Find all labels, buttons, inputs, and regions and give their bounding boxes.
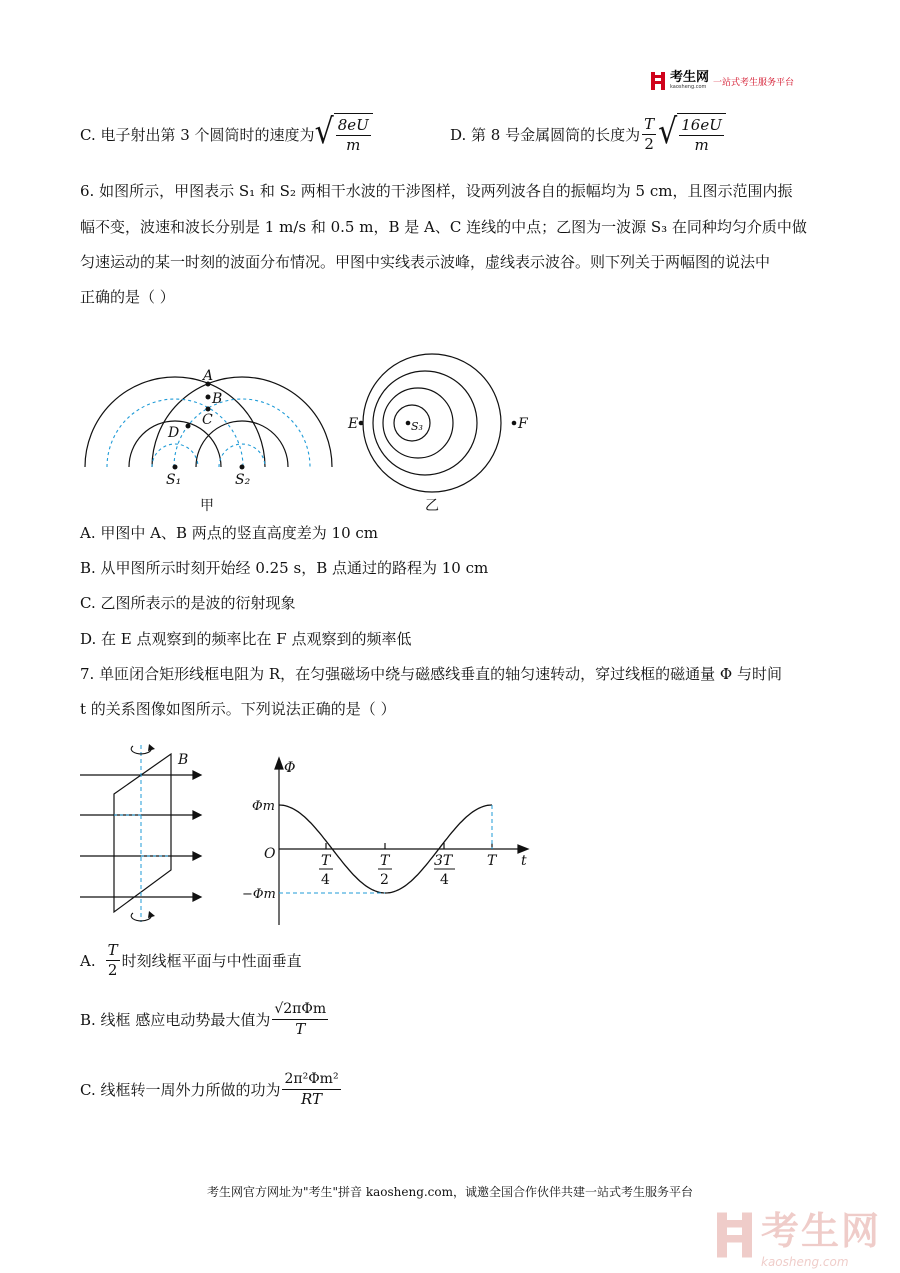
- point-b: [206, 395, 211, 400]
- tick-num: T: [487, 853, 497, 869]
- q5-option-c[interactable]: [80, 113, 373, 155]
- tick-den: 4: [440, 872, 449, 888]
- q5-option-d[interactable]: [450, 113, 726, 155]
- label-b-field: B: [178, 752, 189, 768]
- point-d: [186, 424, 191, 429]
- watermark-text: 考生网: [761, 1209, 882, 1253]
- watermark-domain: kaosheng.com: [761, 1255, 849, 1269]
- q7-option-c-fraction: $\frac{\text{2π²Φm²}}{RT}$: [284, 1071, 339, 1108]
- q7-stem-line-1: 7. 单匝闭合矩形线框电阻为 R，在匀强磁场中绕与磁感线垂直的轴匀速转动，穿过线框的磁通量 Φ 与时间: [80, 665, 782, 683]
- label-f: F: [518, 416, 528, 432]
- label-phim: Φm: [252, 799, 275, 814]
- q7-option-b-fraction: $\frac{\text{√2πΦm}}{T}$: [274, 1001, 327, 1038]
- q6-option-b[interactable]: B. 从甲图所示时刻开始经 0.25 s，B 点通过的路程为 10 cm: [80, 559, 489, 577]
- caption-jia: 甲: [200, 498, 214, 514]
- header-logo: [651, 72, 794, 90]
- tick-den: 4: [321, 872, 330, 888]
- doppler-figure: [340, 350, 540, 520]
- tick-num: 3T: [434, 853, 453, 869]
- q6-stem-line-2: 幅不变，波速和波长分别是 1 m/s 和 0.5 m，B 是 A、C 连线的中点；乙图为一波源 S₃ 在同种均匀介质中做: [80, 218, 807, 236]
- tick-num: T: [321, 853, 331, 869]
- watermark-logo-icon: [717, 1212, 757, 1258]
- logo-text: 考生网: [670, 70, 710, 85]
- label-e: E: [348, 416, 359, 432]
- label-s2: S₂: [235, 472, 251, 488]
- q6-stem-line-1: 6. 如图所示，甲图表示 S₁ 和 S₂ 两相干水波的干涉图样，设两列波各自的振幅均为 5 cm，且图示范围内振: [80, 182, 793, 200]
- q5-option-d-text: D. 第 8 号金属圆筒的长度为: [450, 125, 641, 144]
- logo-mark-icon: [651, 72, 667, 90]
- q7-stem-line-2: t 的关系图像如图所示。下列说法正确的是（ ）: [80, 700, 396, 718]
- logo-domain: kaosheng.com: [670, 84, 707, 90]
- q7-option-c-text: C. 线框转一周外力所做的功为: [80, 1081, 281, 1099]
- flux-graph: [240, 755, 540, 935]
- q6-option-a[interactable]: A. 甲图中 A、B 两点的竖直高度差为 10 cm: [80, 524, 379, 542]
- source-s2: [240, 465, 245, 470]
- point-c: [206, 407, 211, 412]
- q6-stem-line-4: 正确的是（ ）: [80, 288, 175, 306]
- label-c: C: [202, 412, 213, 428]
- q5-option-d-formula: √ $\frac{16eU}{m}$: [658, 113, 726, 155]
- point-f: [512, 421, 517, 426]
- q7-option-a-fraction: $\frac{T}{2}$: [107, 941, 118, 979]
- q7-option-a-letter: A.: [80, 951, 96, 970]
- interference-figure: [80, 360, 340, 520]
- source-s3: [406, 421, 411, 426]
- caption-yi: 乙: [425, 498, 439, 514]
- label-s3: S₃: [411, 420, 423, 433]
- label-d: D: [168, 425, 180, 441]
- label-a: A: [203, 368, 214, 384]
- tick-den: 2: [380, 872, 389, 888]
- q7-option-a-text: 时刻线框平面与中性面垂直: [121, 952, 302, 970]
- label-neg-phim: −Φm: [242, 887, 276, 902]
- q6-option-c[interactable]: C. 乙图所表示的是波的衍射现象: [80, 594, 296, 612]
- source-s1: [173, 465, 178, 470]
- rotating-frame-figure: [75, 740, 205, 925]
- q5-option-d-fraction: $\frac{T}{2}$: [644, 114, 655, 153]
- q7-option-a[interactable]: [80, 941, 302, 980]
- q6-stem-line-3: 匀速运动的某一时刻的波面分布情况。甲图中实线表示波峰，虚线表示波谷。则下列关于两幅图的说法中: [80, 253, 771, 271]
- label-s1: S₁: [166, 472, 182, 488]
- q7-option-b[interactable]: [80, 1000, 330, 1039]
- label-origin: O: [264, 846, 276, 862]
- point-e: [359, 421, 364, 426]
- q7-option-b-text: B. 线框 感应电动势最大值为: [80, 1011, 271, 1029]
- label-t-axis: t: [521, 853, 527, 869]
- q5-option-c-formula: √ $\frac{8eU}{m}$: [315, 113, 373, 155]
- q5-option-c-text: C. 电子射出第 3 个圆筒时的速度为: [80, 125, 315, 144]
- label-phi-axis: Φ: [284, 760, 296, 776]
- tick-num: T: [380, 853, 390, 869]
- q7-option-c[interactable]: [80, 1070, 343, 1109]
- label-b: B: [212, 391, 223, 407]
- page-footer: 考生网官方网址为"考生"拼音 kaosheng.com，诚邀全国合作伙伴共建一站式考生服务平台: [206, 1185, 694, 1199]
- watermark: [717, 1200, 881, 1269]
- q6-option-d[interactable]: D. 在 E 点观察到的频率比在 F 点观察到的频率低: [80, 630, 412, 648]
- logo-slogan: 一站式考生服务平台: [713, 77, 795, 88]
